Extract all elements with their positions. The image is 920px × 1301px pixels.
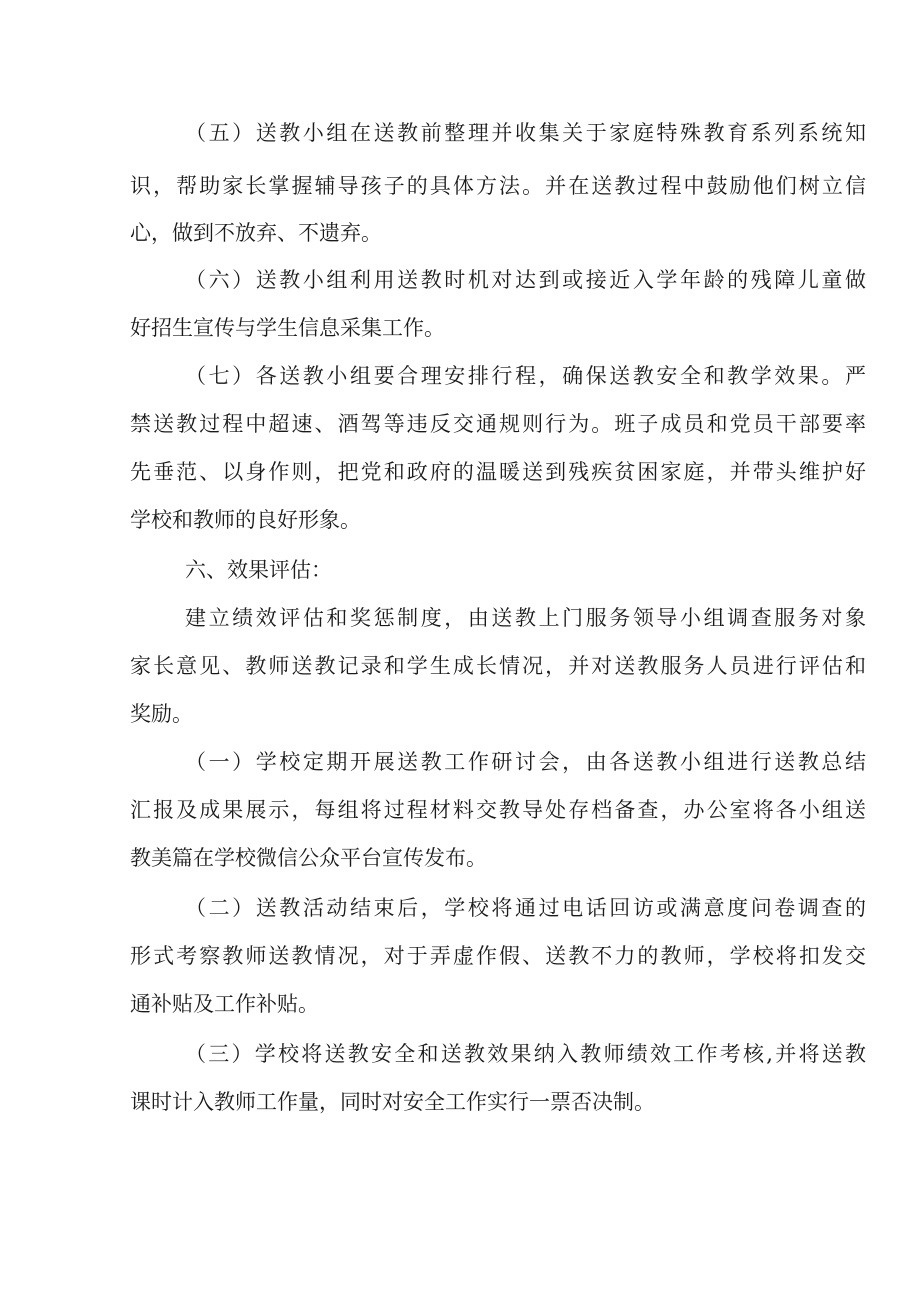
intro-line-1: 建立绩效评估和奖惩制度，由送教上门服务领导小组调查服务对象: [185, 606, 866, 630]
paragraph-5-line-2: 识，帮助家长掌握辅导孩子的具体方法。并在送教过程中鼓励他们树立信: [130, 174, 866, 198]
evaluation-2-line-2: 形式考察教师送教情况，对于弄虚作假、送教不力的教师，学校将扣发交: [130, 944, 866, 968]
intro-line-2: 家长意见、教师送教记录和学生成长情况，并对送教服务人员进行评估和: [130, 654, 866, 678]
section-heading-effect-evaluation: 六、效果评估：: [185, 558, 332, 582]
paragraph-5-line-3: 心，做到不放弃、不遗弃。: [130, 221, 382, 245]
intro-line-3: 奖励。: [130, 702, 193, 726]
evaluation-1-line-2: 汇报及成果展示，每组将过程材料交教导处存档备查，办公室将各小组送: [130, 798, 866, 822]
paragraph-7-line-2: 禁送教过程中超速、酒驾等违反交通规则行为。班子成员和党员干部要率: [130, 412, 866, 436]
evaluation-1-line-3: 教美篇在学校微信公众平台宣传发布。: [130, 846, 487, 870]
paragraph-6-line-2: 好招生宣传与学生信息采集工作。: [130, 316, 445, 340]
evaluation-3-line-2: 课时计入教师工作量，同时对安全工作实行一票否决制。: [130, 1090, 655, 1114]
paragraph-7-line-3: 先垂范、以身作则，把党和政府的温暖送到残疾贫困家庭，并带头维护好: [130, 460, 866, 484]
evaluation-1-line-1: （一）学校定期开展送教工作研讨会，由各送教小组进行送教总结: [185, 750, 866, 774]
paragraph-5-line-1: （五）送教小组在送教前整理并收集关于家庭特殊教育系列系统知: [185, 121, 866, 145]
paragraph-6-line-1: （六）送教小组利用送教时机对达到或接近入学年龄的残障儿童做: [185, 268, 866, 292]
evaluation-2-line-3: 通补贴及工作补贴。: [130, 992, 319, 1016]
paragraph-7-line-4: 学校和教师的良好形象。: [130, 508, 361, 532]
evaluation-2-line-1: （二）送教活动结束后，学校将通过电话回访或满意度问卷调查的: [185, 896, 866, 920]
paragraph-7-line-1: （七）各送教小组要合理安排行程，确保送教安全和教学效果。严: [185, 364, 866, 388]
evaluation-3-line-1: （三）学校将送教安全和送教效果纳入教师绩效工作考核,并将送教: [185, 1042, 866, 1066]
